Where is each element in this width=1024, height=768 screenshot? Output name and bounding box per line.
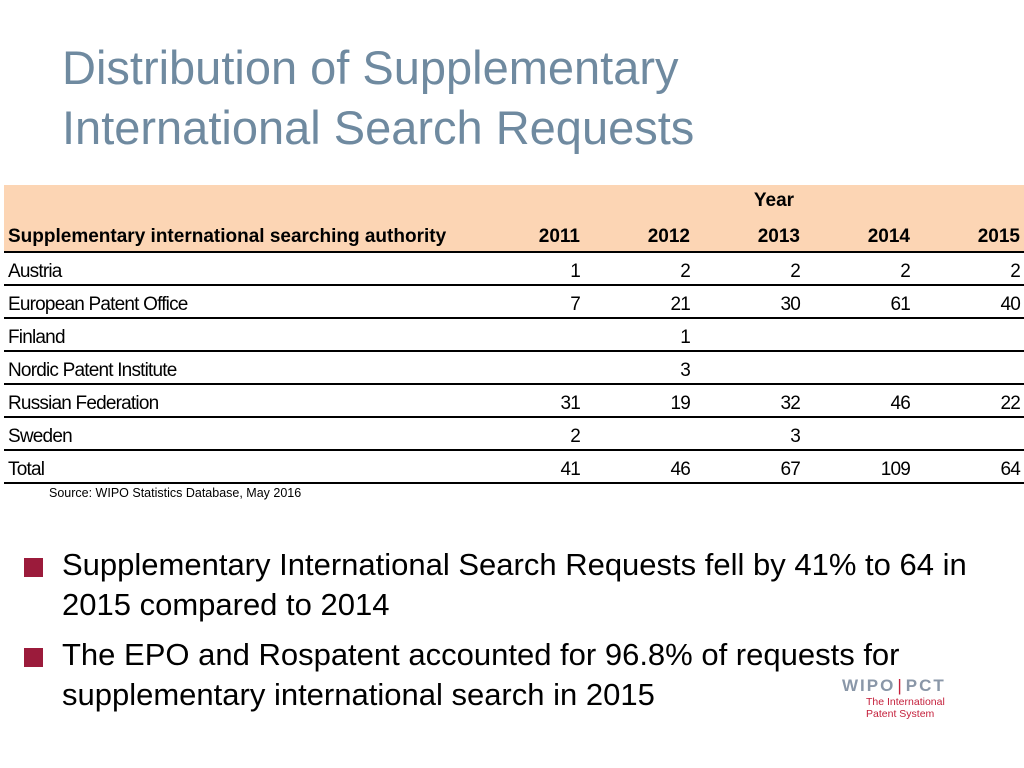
table-cell: 40	[914, 285, 1024, 318]
table-row	[4, 384, 1024, 417]
table-cell	[804, 417, 914, 450]
table-cell: 30	[694, 285, 804, 318]
year-header-row	[4, 185, 1024, 217]
table-cell: 3	[694, 417, 804, 450]
bullet-text: Supplementary International Search Requests fell by 41% to 64 in 2015 compared to 2014	[62, 547, 967, 622]
table-cell: 2	[804, 252, 914, 285]
table-cell: 21	[584, 285, 694, 318]
authority-name: Austria	[4, 252, 474, 285]
table-cell	[914, 417, 1024, 450]
table-cell	[914, 351, 1024, 384]
statistics-table-container	[4, 185, 1024, 484]
table-cell: 64	[914, 450, 1024, 483]
year-column-header: 2015	[914, 217, 1024, 252]
table-row	[4, 417, 1024, 450]
year-column-header: 2011	[474, 217, 584, 252]
table-cell: 32	[694, 384, 804, 417]
table-row	[4, 318, 1024, 351]
table-cell: 3	[584, 351, 694, 384]
statistics-table	[4, 185, 1024, 484]
table-cell: 22	[914, 384, 1024, 417]
table-cell: 46	[584, 450, 694, 483]
table-row	[4, 252, 1024, 285]
table-cell	[474, 318, 584, 351]
table-cell: 46	[804, 384, 914, 417]
year-header-spacer	[4, 185, 474, 217]
table-cell	[914, 318, 1024, 351]
table-cell: 1	[584, 318, 694, 351]
year-column-header: 2013	[694, 217, 804, 252]
slide-title-line-2: International Search Requests	[62, 101, 695, 154]
logo-tagline-line-2: Patent System	[866, 708, 935, 720]
logo-separator: |	[897, 676, 904, 695]
table-cell	[804, 318, 914, 351]
authority-name: Sweden	[4, 417, 474, 450]
year-column-header: 2012	[584, 217, 694, 252]
bullet-text: The EPO and Rospatent accounted for 96.8% of requests for supplementary international search in 2015	[62, 637, 900, 712]
table-cell: 19	[584, 384, 694, 417]
table-cell	[584, 417, 694, 450]
logo-wordmark	[842, 676, 972, 696]
authority-column-header: Supplementary international searching authority	[4, 217, 474, 252]
slide-title-line-1: Distribution of Supplementary	[62, 41, 679, 94]
square-bullet-icon	[24, 648, 43, 667]
logo-tagline-line-1: The International	[866, 696, 945, 708]
square-bullet-icon	[24, 558, 43, 577]
table-cell: 2	[694, 252, 804, 285]
slide-title	[62, 38, 694, 158]
authority-name: Nordic Patent Institute	[4, 351, 474, 384]
table-row	[4, 285, 1024, 318]
year-header: Year	[753, 190, 795, 211]
source-note: Source: WIPO Statistics Database, May 2016	[49, 486, 302, 500]
column-header-row	[4, 217, 1024, 252]
table-cell: 2	[914, 252, 1024, 285]
authority-name: Finland	[4, 318, 474, 351]
table-cell: 109	[804, 450, 914, 483]
total-label: Total	[4, 450, 474, 483]
logo-pct: PCT	[905, 676, 946, 695]
table-cell: 2	[584, 252, 694, 285]
total-row	[4, 450, 1024, 483]
bullet-item	[24, 545, 1004, 625]
authority-name: European Patent Office	[4, 285, 474, 318]
table-cell	[804, 351, 914, 384]
table-cell: 7	[474, 285, 584, 318]
table-cell: 61	[804, 285, 914, 318]
logo-tagline	[866, 696, 972, 720]
table-row	[4, 351, 1024, 384]
table-cell: 31	[474, 384, 584, 417]
table-cell: 2	[474, 417, 584, 450]
wipo-pct-logo	[842, 676, 972, 720]
table-cell	[694, 351, 804, 384]
table-cell: 1	[474, 252, 584, 285]
logo-wipo: WIPO	[842, 676, 896, 695]
table-cell	[694, 318, 804, 351]
year-column-header: 2014	[804, 217, 914, 252]
table-cell	[474, 351, 584, 384]
table-cell: 41	[474, 450, 584, 483]
authority-name: Russian Federation	[4, 384, 474, 417]
table-cell: 67	[694, 450, 804, 483]
